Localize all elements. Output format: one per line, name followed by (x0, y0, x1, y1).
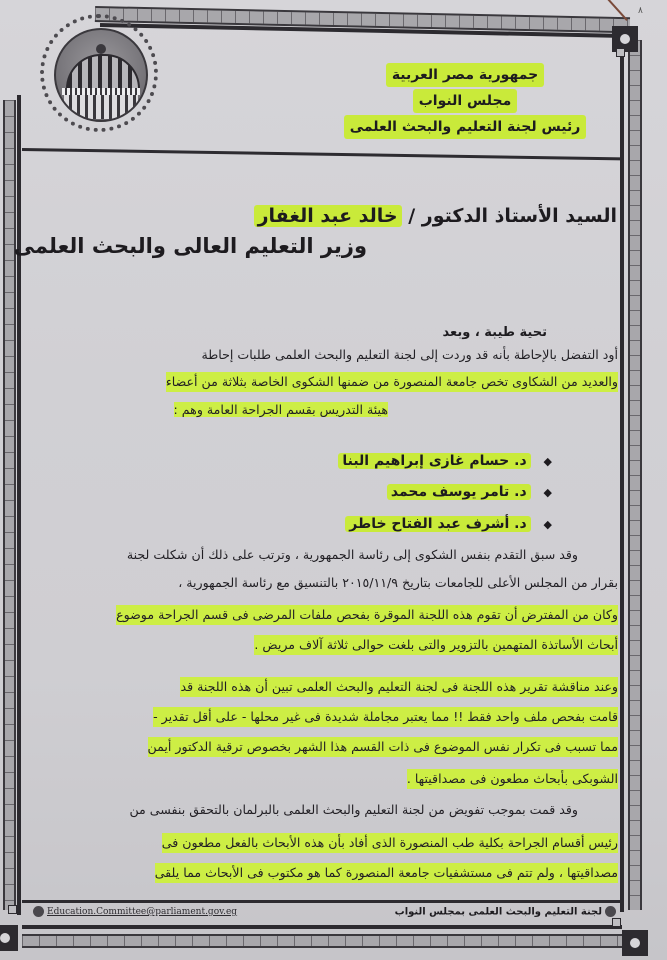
dome-shape (66, 54, 140, 92)
dome-cornice (62, 88, 140, 95)
footer-divider (22, 900, 622, 903)
paragraph-2-line: وقد سبق التقدم بنفس الشكوى إلى رئاسة الجمهورية ، وترتب على ذلك أن شكلت لجنة (126, 547, 578, 562)
dome-finial (96, 44, 106, 54)
paragraph-2 (28, 545, 618, 665)
parliament-seal-icon (33, 906, 44, 917)
list-item (338, 450, 552, 473)
addressee-name: خالد عبد الغفار (254, 205, 402, 227)
list-item-text (338, 453, 530, 469)
frame-right-rule (620, 36, 624, 912)
list-item (345, 513, 552, 536)
paragraph-3-line: مما تسبب فى تكرار نفس الموضوع فى ذات القسم هذا الشهر بخصوص ترقية الدكتور أيمن (148, 737, 618, 757)
dome-emblem-icon (54, 28, 148, 122)
frame-corner-ornament-icon (622, 930, 648, 956)
list-item (387, 481, 552, 504)
paragraph-1-line: والعديد من الشكاوى تخص جامعة المنصورة من ضمنها الشكوى الخاصة بثلاثة من أعضاء (166, 372, 618, 392)
header-divider (22, 148, 622, 160)
diamond-bullet-icon: ◆ (543, 518, 552, 531)
paragraph-3-line: قامت بفحص ملف واحد فقط !! مما يعتبر مجاملة شديدة فى غير محلها - على أقل تقدير - (153, 707, 618, 727)
addressee-title: السيد الأستاذ الدكتور / (408, 205, 617, 227)
footer-committee (395, 906, 619, 918)
title-prefix: د. (514, 516, 527, 532)
paragraph-2-line: بقرار من المجلس الأعلى للجامعات بتاريخ ٢٠١٥/١١/٩ بالتنسيق مع رئاسة الجمهورية ، (178, 575, 618, 590)
diamond-bullet-icon: ◆ (543, 455, 552, 468)
frame-bottom-border (22, 934, 622, 948)
page-mark: ٨ (638, 6, 643, 16)
faculty-name: أشرف عبد الفتاح خاطر (349, 516, 510, 532)
paragraph-2-line: أبحاث الأساتذة المتهمين بالتزوير والتى بلغت حوالى ثلاثة آلاف مريض . (254, 635, 618, 655)
paragraph-3-line: وعند مناقشة تقرير هذه اللجنة فى لجنة التعليم والبحث العلمى تبين أن هذه اللجنة قد (180, 677, 618, 697)
parliament-seal-icon (605, 906, 616, 917)
paragraph-1-line-text: هيئة التدريس بقسم الجراحة العامة وهم : (173, 402, 388, 417)
paragraph-4-line: مصداقيتها ، ولم تتم فى مستشفيات جامعة المنصورة كما هو مكتوب فى الأبحاث مما يلقى (155, 863, 618, 883)
paragraph-4 (28, 800, 618, 890)
paragraph-2-line: وكان من المفترض أن تقوم هذه اللجنة الموقرة بفحص ملفات المرضى فى قسم الجراحة موضوع (116, 605, 618, 625)
title-prefix: د. (514, 453, 527, 469)
addressee-position: وزير التعليم العالى والبحث العلمى (13, 234, 367, 258)
frame-left-rule (17, 95, 21, 915)
letterhead-institution: مجلس النواب (413, 89, 518, 113)
faculty-name: حسام غازى إبراهيم البنا (342, 453, 510, 469)
diamond-bullet-icon: ◆ (543, 486, 552, 499)
addressee-line (254, 205, 617, 227)
letterhead-country: جمهورية مصر العربية (386, 63, 544, 87)
paragraph-4-line: رئيس أقسام الجراحة بكلية طب المنصورة الذى أفاد بأن هذه الأبحاث بالفعل مطعون فى (162, 833, 618, 853)
paragraph-3-line: الشوبكى بأبحاث مطعون فى مصداقيتها . (407, 769, 618, 789)
greeting: تحية طيبة ، وبعد (442, 325, 547, 340)
corner-square-icon (616, 48, 625, 57)
committee-email: Education.Committee@parliament.gov.eg (47, 907, 238, 917)
frame-bottom-rule (22, 925, 622, 929)
title-prefix: د. (514, 484, 527, 500)
list-item-text (345, 516, 530, 532)
letterhead (315, 62, 615, 140)
faculty-name: تامر يوسف محمد (390, 484, 510, 500)
parliament-emblem-icon (40, 14, 158, 132)
frame-corner-ornament-icon (0, 925, 18, 951)
letterhead-office: رئيس لجنة التعليم والبحث العلمى (344, 115, 587, 139)
frame-left-border (3, 100, 16, 910)
committee-name: لجنة التعليم والبحث العلمى بمجلس النواب (394, 906, 602, 918)
corner-square-icon (8, 905, 17, 914)
paragraph-1 (28, 345, 618, 425)
paragraph-1-line (174, 400, 388, 420)
dome-columns (64, 95, 138, 119)
corner-square-icon (612, 918, 621, 927)
paragraph-3 (28, 677, 618, 787)
footer-email (30, 906, 237, 917)
list-item-text (387, 484, 531, 500)
frame-right-border (628, 40, 642, 910)
paragraph-4-line: وقد قمت بموجب تفويض من لجنة التعليم والبحث العلمى بالبرلمان بالتحقق بنفسى من (129, 802, 578, 817)
paragraph-1-line: أود التفضل بالإحاطة بأنه قد وردت إلى لجنة التعليم والبحث العلمى طلبات إحاطة (201, 347, 618, 362)
